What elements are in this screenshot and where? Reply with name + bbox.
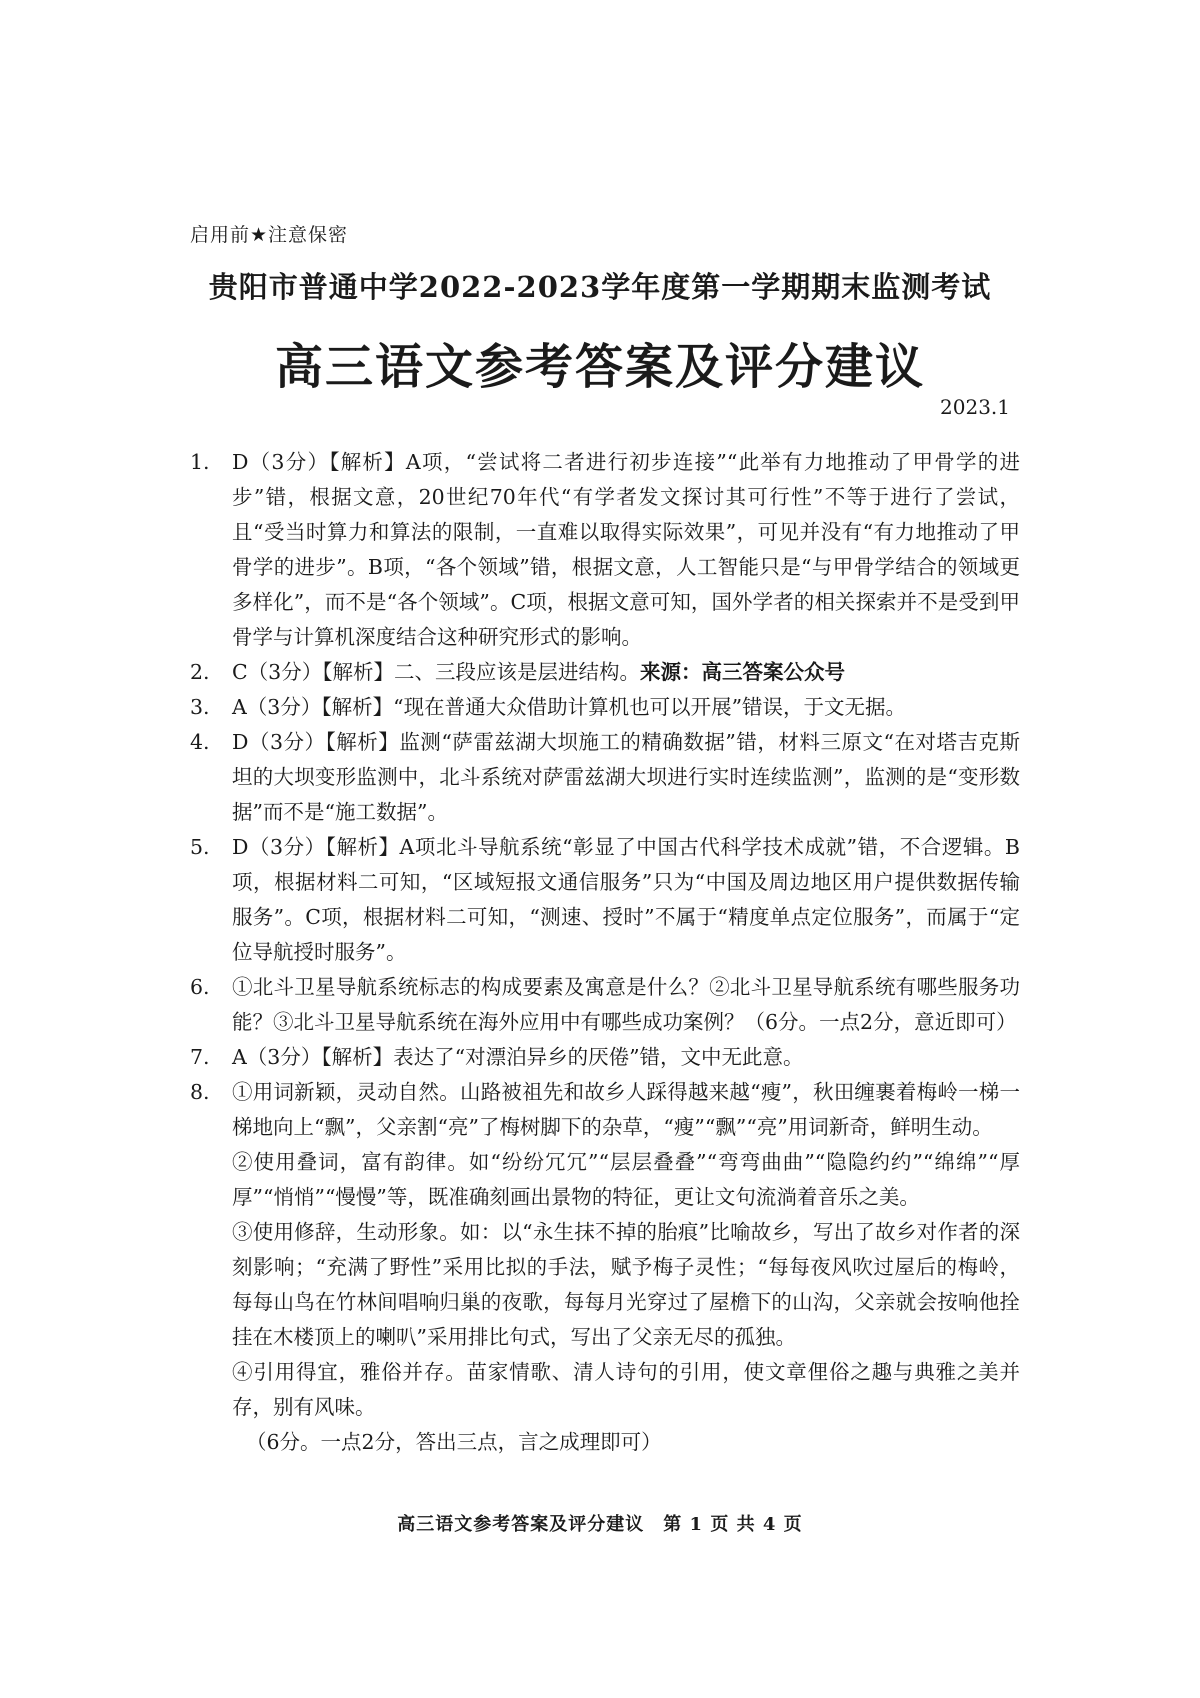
source-note: 来源：高三答案公众号 (639, 660, 845, 684)
answer-text: ①北斗卫星导航系统标志的构成要素及寓意是什么？②北斗卫星导航系统有哪些服务功能？③北斗卫星导航系统在海外应用中有哪些成功案例？（6分。一点2分，意近即可） (232, 975, 1020, 1034)
answer-text-wrap (232, 655, 1020, 690)
document-title: 高三语文参考答案及评分建议 (274, 339, 925, 395)
answer-number: 7. (190, 1045, 210, 1069)
answer-list (190, 445, 1020, 1460)
answer-point-2: ②使用叠词，富有韵律。如“纷纷冗冗”“层层叠叠”“弯弯曲曲”“隐隐约约”“绵绵”“厚厚”“悄悄”“慢慢”等，既准确刻画出景物的特征，更让文句流淌着音乐之美。 (232, 1150, 1020, 1209)
answer-text: C（3分）【解析】二、三段应该是层进结构。 (232, 660, 640, 684)
answer-text: A（3分）【解析】表达了“对漂泊异乡的厌倦”错，文中无此意。 (232, 1045, 804, 1069)
answer-item-7 (190, 1040, 1020, 1075)
answer-item-4 (190, 725, 1020, 830)
answer-number: 5. (190, 835, 210, 859)
answer-item-6 (190, 970, 1020, 1040)
answer-number: 6. (190, 975, 210, 999)
answer-item-1 (190, 445, 1020, 655)
answer-point-3: ③使用修辞，生动形象。如：以“永生抹不掉的胎痕”比喻故乡，写出了故乡对作者的深刻影响；“充满了野性”采用比拟的手法，赋予梅子灵性；“每每夜风吹过屋后的梅岭，每每山鸟在竹林间唱响归巢的夜歌，每每月光穿过了屋檐下的山沟，父亲就会按响他拴挂在木楼顶上的喇叭”采用排比句式，写出了父亲无尽的孤独。 (232, 1220, 1020, 1349)
answer-text: D（3分）【解析】A项北斗导航系统“彰显了中国古代科学技术成就”错，不合逻辑。B项，根据材料二可知，“区域短报文通信服务”只为“中国及周边地区用户提供数据传输服务”。C项，根据材料二可知，“测速、授时”不属于“精度单点定位服务”，而属于“定位导航授时服务”。 (232, 835, 1020, 964)
confidential-label: 启用前★注意保密 (190, 224, 349, 246)
document-date: 2023.1 (940, 395, 1010, 419)
answer-number: 2. (190, 660, 210, 684)
answer-point-1: ①用词新颖，灵动自然。山路被祖先和故乡人踩得越来越“瘦”，秋田缠裹着梅岭一梯一梯地向上“飘”，父亲割“亮”了梅树脚下的杂草，“瘦”“飘”“亮”用词新奇，鲜明生动。 (232, 1080, 1020, 1139)
scoring-note: （6分。一点2分，答出三点，言之成理即可） (246, 1430, 662, 1454)
answer-text: D（3分）【解析】监测“萨雷兹湖大坝施工的精确数据”错，材料三原文“在对塔吉克斯坦的大坝变形监测中，北斗系统对萨雷兹湖大坝进行实时连续监测”，监测的是“变形数据”而不是“施工数据”。 (232, 730, 1020, 824)
answer-number: 4. (190, 730, 210, 754)
answer-number: 1. (190, 450, 210, 474)
exam-title: 贵阳市普通中学2022-2023学年度第一学期期末监测考试 (208, 270, 992, 304)
answer-number: 3. (190, 695, 210, 719)
page-footer: 高三语文参考答案及评分建议 第 1 页 共 4 页 (397, 1514, 803, 1535)
answer-item-5 (190, 830, 1020, 970)
answer-number: 8. (190, 1080, 210, 1104)
answer-point-4: ④引用得宜，雅俗并存。苗家情歌、清人诗句的引用，使文章俚俗之趣与典雅之美并存，别有风味。 (232, 1360, 1020, 1419)
answer-item-2 (190, 655, 1020, 690)
answer-text: A（3分）【解析】“现在普通大众借助计算机也可以开展”错误，于文无据。 (232, 695, 907, 719)
answer-item-3 (190, 690, 1020, 725)
answer-text: D（3分）【解析】A项，“尝试将二者进行初步连接”“此举有力地推动了甲骨学的进步”错，根据文意，20世纪70年代“有学者发文探讨其可行性”不等于进行了尝试，且“受当时算力和算法的限制，一直难以取得实际效果”，可见并没有“有力地推动了甲骨学的进步”。B项，“各个领域”错，根据文意，人工智能只是“与甲骨学结合的领域更多样化”，而不是“各个领域”。C项，根据文意可知，国外学者的相关探索并不是受到甲骨学与计算机深度结合这种研究形式的影响。 (232, 450, 1020, 649)
answer-item-8 (190, 1075, 1020, 1460)
